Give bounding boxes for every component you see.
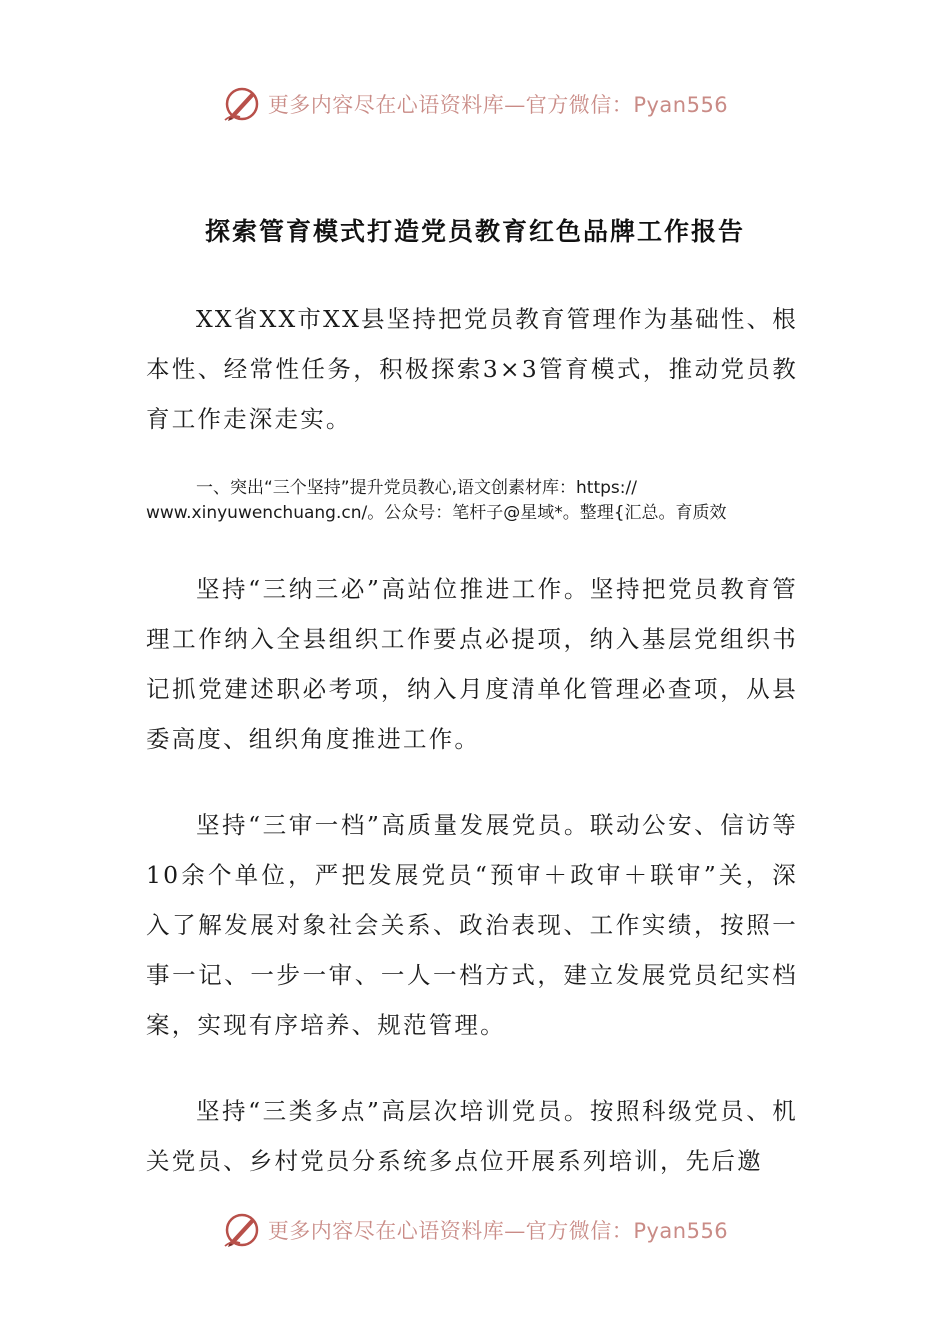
body-paragraph-2: 坚持“三审一档”高质量发展党员。联动公安、信访等10余个单位，严把发展党员“预审＋政审＋联审”关，深入了解发展对象社会关系、政治表现、工作实绩，按照一事一记、一步一审、一人一档方式，建立发展党员纪实档案，实现有序培养、规范管理。	[146, 811, 798, 1039]
document-title: 探索管育模式打造党员教育红色品牌工作报告	[204, 217, 745, 246]
body-paragraph-1: 坚持“三纳三必”高站位推进工作。坚持把党员教育管理工作纳入全县组织工作要点必提项，纳入基层党组织书记抓党建述职必考项，纳入月度清单化管理必查项，从县委高度、组织角度推进工作。	[146, 575, 798, 753]
banner-text	[268, 1215, 728, 1245]
banner-label: 更多内容尽在心语资料库—官方微信：	[267, 93, 634, 117]
banner-text	[268, 89, 728, 119]
banner-wechat-id: Pyan556	[633, 1219, 729, 1243]
intro-paragraph: XX省XX市XX县坚持把党员教育管理作为基础性、根本性、经常性任务，积极探索3×3管育模式，推动党员教育工作走深走实。	[146, 305, 798, 433]
pen-circle-logo-icon	[222, 84, 262, 124]
section-heading: 一、突出“三个坚持”提升党员教心,语文创素材库：https:// www.xinyuwenchuang.cn/。公众号：笔杆子@星域*。整理{汇总。育质效	[146, 478, 727, 523]
banner-wechat-id: Pyan556	[633, 93, 729, 117]
body-paragraph-3: 坚持“三类多点”高层次培训党员。按照科级党员、机关党员、乡村党员分系统多点位开展系列培训，先后邀	[146, 1097, 798, 1175]
banner-label: 更多内容尽在心语资料库—官方微信：	[267, 1219, 634, 1243]
footer-banner	[0, 1208, 950, 1252]
header-banner	[0, 82, 950, 126]
pen-circle-logo-icon	[222, 1210, 262, 1250]
